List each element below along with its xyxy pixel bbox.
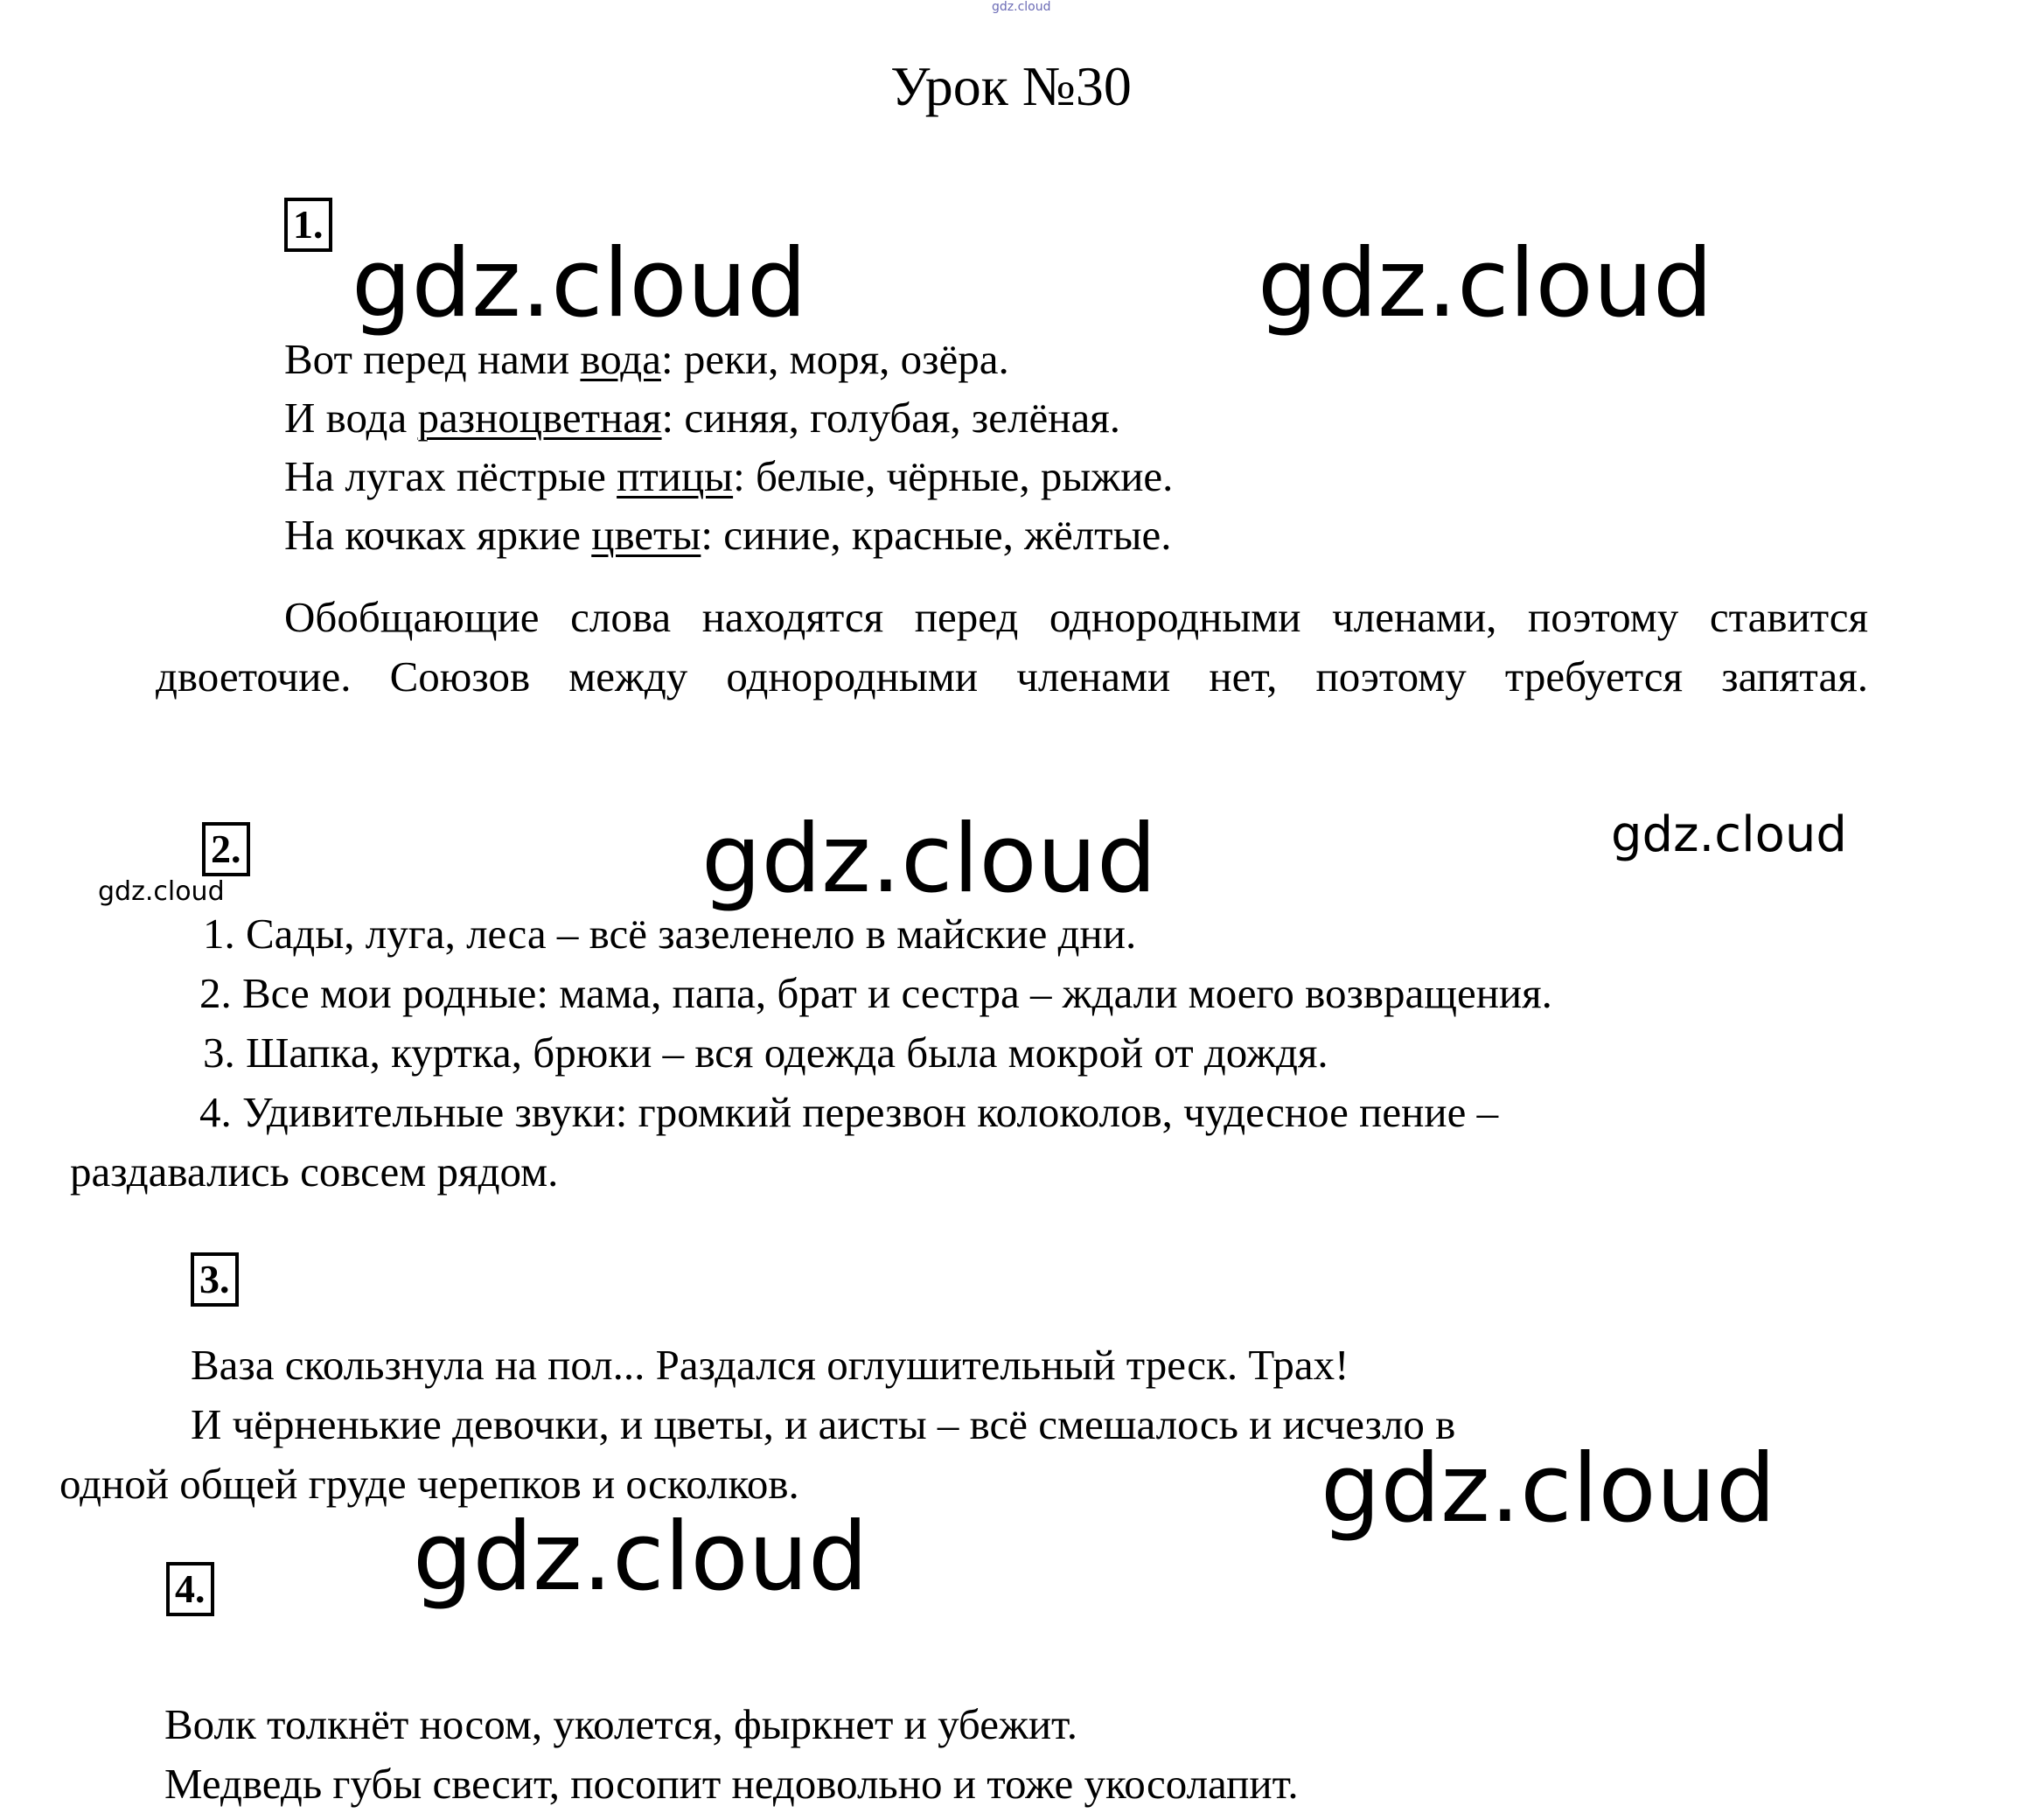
- line-text: На лугах пёстрые: [284, 452, 617, 500]
- watermark: gdz.cloud: [701, 805, 1157, 914]
- watermark: gdz.cloud: [1321, 1434, 1776, 1544]
- page-title: Урок №30: [890, 55, 1132, 117]
- task-1-line: [284, 333, 1009, 386]
- watermark: gdz.cloud: [352, 229, 807, 338]
- generalizing-word: вода: [580, 335, 661, 383]
- task-3-line: одной общей груде черепков и осколков.: [59, 1460, 799, 1508]
- line-text: : белые, чёрные, рыжие.: [733, 452, 1174, 500]
- generalizing-word: разноцветная: [417, 394, 662, 442]
- line-text: На кочках яркие: [284, 511, 592, 559]
- task-2-line: 3. Шапка, куртка, брюки – вся одежда была мокрой от дождя.: [203, 1029, 1328, 1077]
- watermark-top: gdz.cloud: [992, 0, 1051, 14]
- generalizing-word: цветы: [591, 511, 701, 559]
- task-2-number: 2.: [202, 822, 250, 876]
- task-1-explanation: Обобщающие слова находятся перед однородными членами, поэтому ставится двоеточие. Союзов между однородными членами нет, поэтому требуется запятая.: [156, 593, 1868, 701]
- watermark: gdz.cloud: [413, 1503, 868, 1612]
- task-4-line: Волк толкнёт носом, уколется, фыркнет и убежит.: [164, 1700, 1078, 1748]
- line-text: Вот перед нами: [284, 335, 581, 383]
- task-1-line: [284, 392, 1120, 444]
- task-2-line: раздавались совсем рядом.: [70, 1147, 559, 1196]
- watermark: gdz.cloud: [98, 876, 225, 907]
- line-text: И вода: [284, 394, 418, 442]
- watermark: gdz.cloud: [1611, 806, 1847, 863]
- task-2-line: 2. Все мои родные: мама, папа, брат и сестра – ждали моего возвращения.: [199, 969, 1552, 1017]
- task-4-line: Медведь губы свесит, посопит недовольно и тоже укосолапит.: [164, 1760, 1299, 1808]
- task-3-number: 3.: [191, 1252, 239, 1307]
- task-3-line: И чёрненькие девочки, и цветы, и аисты – всё смешалось и исчезло в: [191, 1400, 1456, 1448]
- line-text: : синяя, голубая, зелёная.: [661, 394, 1120, 442]
- line-text: : синие, красные, жёлтые.: [701, 511, 1172, 559]
- task-2-line: 1. Сады, луга, леса – всё зазеленело в майские дни.: [203, 910, 1137, 958]
- line-text: : реки, моря, озёра.: [660, 335, 1009, 383]
- task-4-number: 4.: [166, 1562, 214, 1616]
- watermark: gdz.cloud: [1258, 229, 1713, 338]
- task-2-line: 4. Удивительные звуки: громкий перезвон колоколов, чудесное пение –: [199, 1088, 1499, 1136]
- generalizing-word: птицы: [617, 452, 734, 500]
- task-1-number: 1.: [284, 198, 332, 252]
- task-3-line: Ваза скользнула на пол... Раздался оглушительный треск. Трах!: [191, 1341, 1349, 1389]
- task-1-line: [284, 509, 1172, 561]
- task-1-line: [284, 450, 1173, 503]
